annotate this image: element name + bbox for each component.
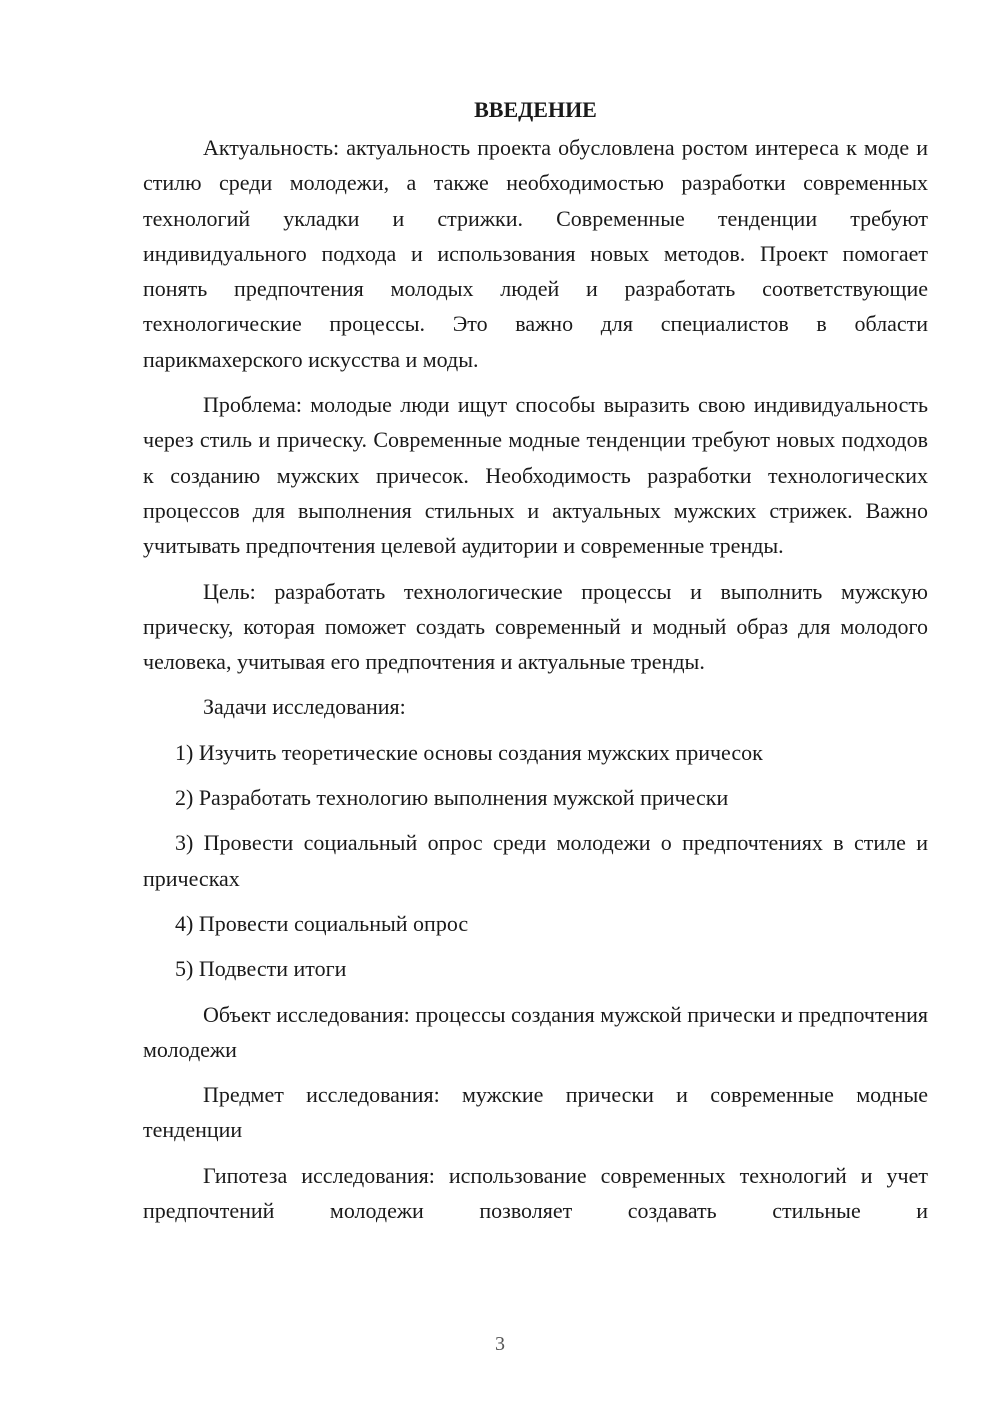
subject-paragraph: Предмет исследования: мужские прически и современные модные тенденции <box>143 1082 928 1143</box>
object-paragraph: Объект исследования: процессы создания мужской прически и предпочтения молодежи <box>143 1001 928 1062</box>
tasks-list <box>143 735 928 987</box>
task-item: 5) Подвести итоги <box>175 956 347 982</box>
task-item: 3) Провести социальный опрос среди молодежи о предпочтениях в стиле и прическах <box>143 830 928 891</box>
relevance-paragraph: Актуальность: актуальность проекта обусловлена ростом интереса к моде и стилю среди молодежи, а также необходимостью разработки современных технологий укладки и стрижки. Современные тенденции требуют индивидуального подхода и использования новых методов. Проект помогает понять предпочтения молодых людей и разработать соответствующие технологические процессы. Это важно для специалистов в области парикмахерского искусства и моды. <box>143 135 928 372</box>
task-item: 1) Изучить теоретические основы создания мужских причесок <box>175 739 763 765</box>
hypothesis-paragraph: Гипотеза исследования: использование современных технологий и учет предпочтений молодежи позволяет создавать стильные и <box>143 1162 928 1224</box>
problem-paragraph: Проблема: молодые люди ищут способы выразить свою индивидуальность через стиль и прическу. Современные модные тенденции требуют новых подходов к созданию мужских причесок. Необходимость разработки технологических процессов для выполнения стильных и актуальных мужских стрижек. Важно учитывать предпочтения целевой аудитории и современные тренды. <box>143 392 928 559</box>
document-page <box>143 92 928 1228</box>
task-item: 2) Разработать технологию выполнения мужской прически <box>175 785 729 811</box>
page-title: ВВЕДЕНИЕ <box>474 97 597 122</box>
task-item: 4) Провести социальный опрос <box>175 910 469 936</box>
page-number: 3 <box>495 1333 505 1355</box>
goal-paragraph: Цель: разработать технологические процессы и выполнить мужскую прическу, которая поможет создать современный и модный образ для молодого человека, учитывая его предпочтения и актуальные тренды. <box>143 578 928 675</box>
tasks-heading: Задачи исследования: <box>203 694 406 720</box>
